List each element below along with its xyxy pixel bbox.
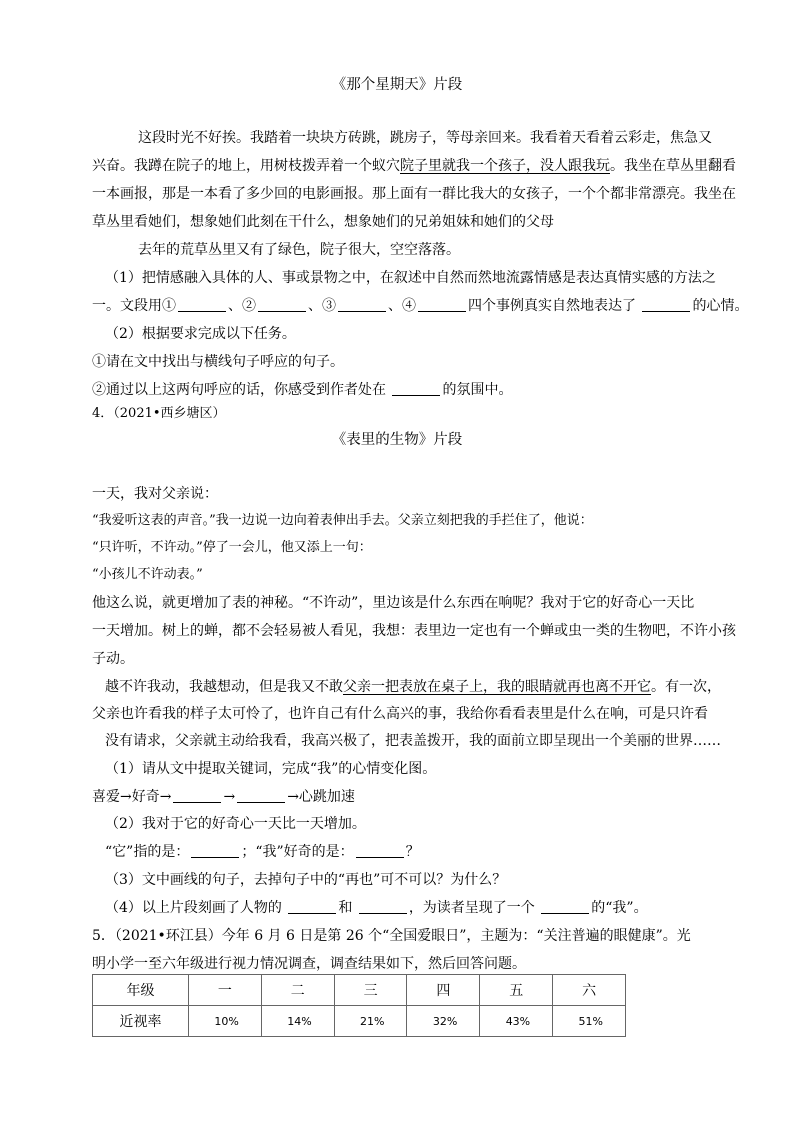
passage2-line: 越不许我动，我越想动，但是我又不敢父亲一把表放在桌子上，我的眼睛就再也离不开它。有一次， [105, 679, 721, 695]
table-cell: 43% [480, 1006, 553, 1037]
question-1-2: （2）根据要求完成以下任务。 [105, 326, 296, 342]
question-5-line: 5．（2021•环江县）今年 6 月 6 日是第 26 个“全国爱眼日”，主题为：“关注普遍的眼健康”。光 [92, 928, 691, 944]
table-header-cell: 一 [189, 975, 262, 1006]
answer-blank[interactable] [191, 843, 239, 858]
answer-blank[interactable] [237, 788, 285, 803]
question-1-2-task1: ①请在文中找出与横线句子呼应的句子。 [92, 354, 344, 370]
passage1-line: 去年的荒草丛里又有了绿色，院子很大，空空落落。 [138, 242, 460, 258]
answer-blank[interactable] [258, 297, 306, 312]
underlined-sentence: 父亲一把表放在桌子上，我的眼睛就再也离不开它 [343, 679, 651, 695]
answer-blank[interactable] [356, 843, 404, 858]
answer-blank[interactable] [338, 297, 386, 312]
question-4-2-line: “它”指的是： ；“我”好奇的是： ？ [105, 844, 420, 860]
answer-blank[interactable] [541, 899, 589, 914]
table-header-row [93, 975, 626, 1006]
passage1-line: 一本画报，那是一本看了多少回的电影画报。那上面有一群比我大的女孩子，一个个都非常漂亮。我坐在 [92, 186, 736, 202]
question-1-2-task2: ②通过以上这两句呼应的话，你感受到作者处在 的氛围中。 [92, 382, 513, 398]
passage2-line: 一天，我对父亲说： [92, 486, 218, 502]
table-header-cell: 四 [407, 975, 480, 1006]
question-4-header: 4．（2021•西乡塘区） [92, 406, 226, 421]
question-5-line: 明小学一至六年级进行视力情况调查，调查结果如下，然后回答问题。 [92, 956, 526, 972]
question-1-1-cont: 一。文段用① 、② 、③ 、④ 四个事例真实自然地表达了 的心情。 [92, 298, 749, 314]
question-4-1: （1）请从文中提取关键词，完成“我”的心情变化图。 [105, 761, 437, 777]
passage1-line: 兴奋。我蹲在院子的地上，用树枝拨弄着一个蚁穴院子里就我一个孩子，没人跟我玩。我坐在草丛里翻看 [92, 158, 736, 174]
table-header-cell: 二 [261, 975, 334, 1006]
answer-blank[interactable] [392, 381, 440, 396]
passage1-line: 草丛里看她们，想象她们此刻在干什么，想象她们的兄弟姐妹和她们的父母 [92, 214, 554, 230]
mood-chain: 喜爱→好奇→ → →心跳加速 [92, 789, 355, 805]
passage2-line: 他这么说，就更增加了表的神秘。“不许动”，里边该是什么东西在响呢？我对于它的好奇心一天比 [92, 595, 695, 611]
question-4-3: （3）文中画线的句子，去掉句子中的“再也”可不可以？为什么？ [105, 872, 507, 888]
table-header-cell: 五 [480, 975, 553, 1006]
table-cell: 32% [407, 1006, 480, 1037]
question-4-4: （4）以上片段刻画了人物的 和 ，为读者呈现了一个 的“我”。 [105, 900, 648, 916]
answer-blank[interactable] [178, 297, 226, 312]
passage2-line: 一天增加。树上的蝉，都不会轻易被人看见，我想：表里边一定也有一个蝉或虫一类的生物吧，不许小孩 [92, 623, 736, 639]
passage2-line: 父亲也许看我的样子太可怜了，也许自己有什么高兴的事，我给你看看表里是什么在响，可是只许看 [92, 706, 708, 722]
passage2-line: “只许听，不许动。”停了一会儿，他又添上一句： [92, 540, 372, 555]
table-row-label: 近视率 [93, 1006, 189, 1037]
question-4-2: （2）我对于它的好奇心一天比一天增加。 [105, 816, 366, 832]
table-cell: 51% [553, 1006, 626, 1037]
table-cell: 14% [261, 1006, 334, 1037]
passage-title-1: 《那个星期天》片段 [331, 77, 463, 93]
underlined-sentence: 院子里就我一个孩子，没人跟我玩 [400, 158, 610, 174]
table-header-cell: 三 [334, 975, 407, 1006]
myopia-rate-table [92, 974, 626, 1037]
passage2-line: “我爱听这表的声音。”我一边说一边向着表伸出手去。父亲立刻把我的手拦住了，他说： [92, 513, 593, 528]
answer-blank[interactable] [288, 899, 336, 914]
passage1-line: 这段时光不好挨。我踏着一块块方砖跳，跳房子，等母亲回来。我看着天看着云彩走，焦急又 [138, 130, 712, 146]
table-cell: 10% [189, 1006, 262, 1037]
answer-blank[interactable] [642, 297, 690, 312]
table-header-cell: 年级 [93, 975, 189, 1006]
passage2-line: 没有请求，父亲就主动给我看，我高兴极了，把表盖拨开，我的面前立即呈现出一个美丽的世界…… [105, 733, 721, 749]
answer-blank[interactable] [173, 788, 221, 803]
passage2-line: 子动。 [92, 651, 134, 667]
table-header-cell: 六 [553, 975, 626, 1006]
answer-blank[interactable] [359, 899, 407, 914]
answer-blank[interactable] [418, 297, 466, 312]
table-row [93, 1006, 626, 1037]
table-cell: 21% [334, 1006, 407, 1037]
question-1-1: （1）把情感融入具体的人、事或景物之中，在叙述中自然而然地流露情感是表达真情实感的方法之 [105, 270, 716, 286]
passage-title-2: 《表里的生物》片段 [331, 432, 463, 448]
passage2-line: “小孩儿不许动表。” [92, 567, 203, 582]
